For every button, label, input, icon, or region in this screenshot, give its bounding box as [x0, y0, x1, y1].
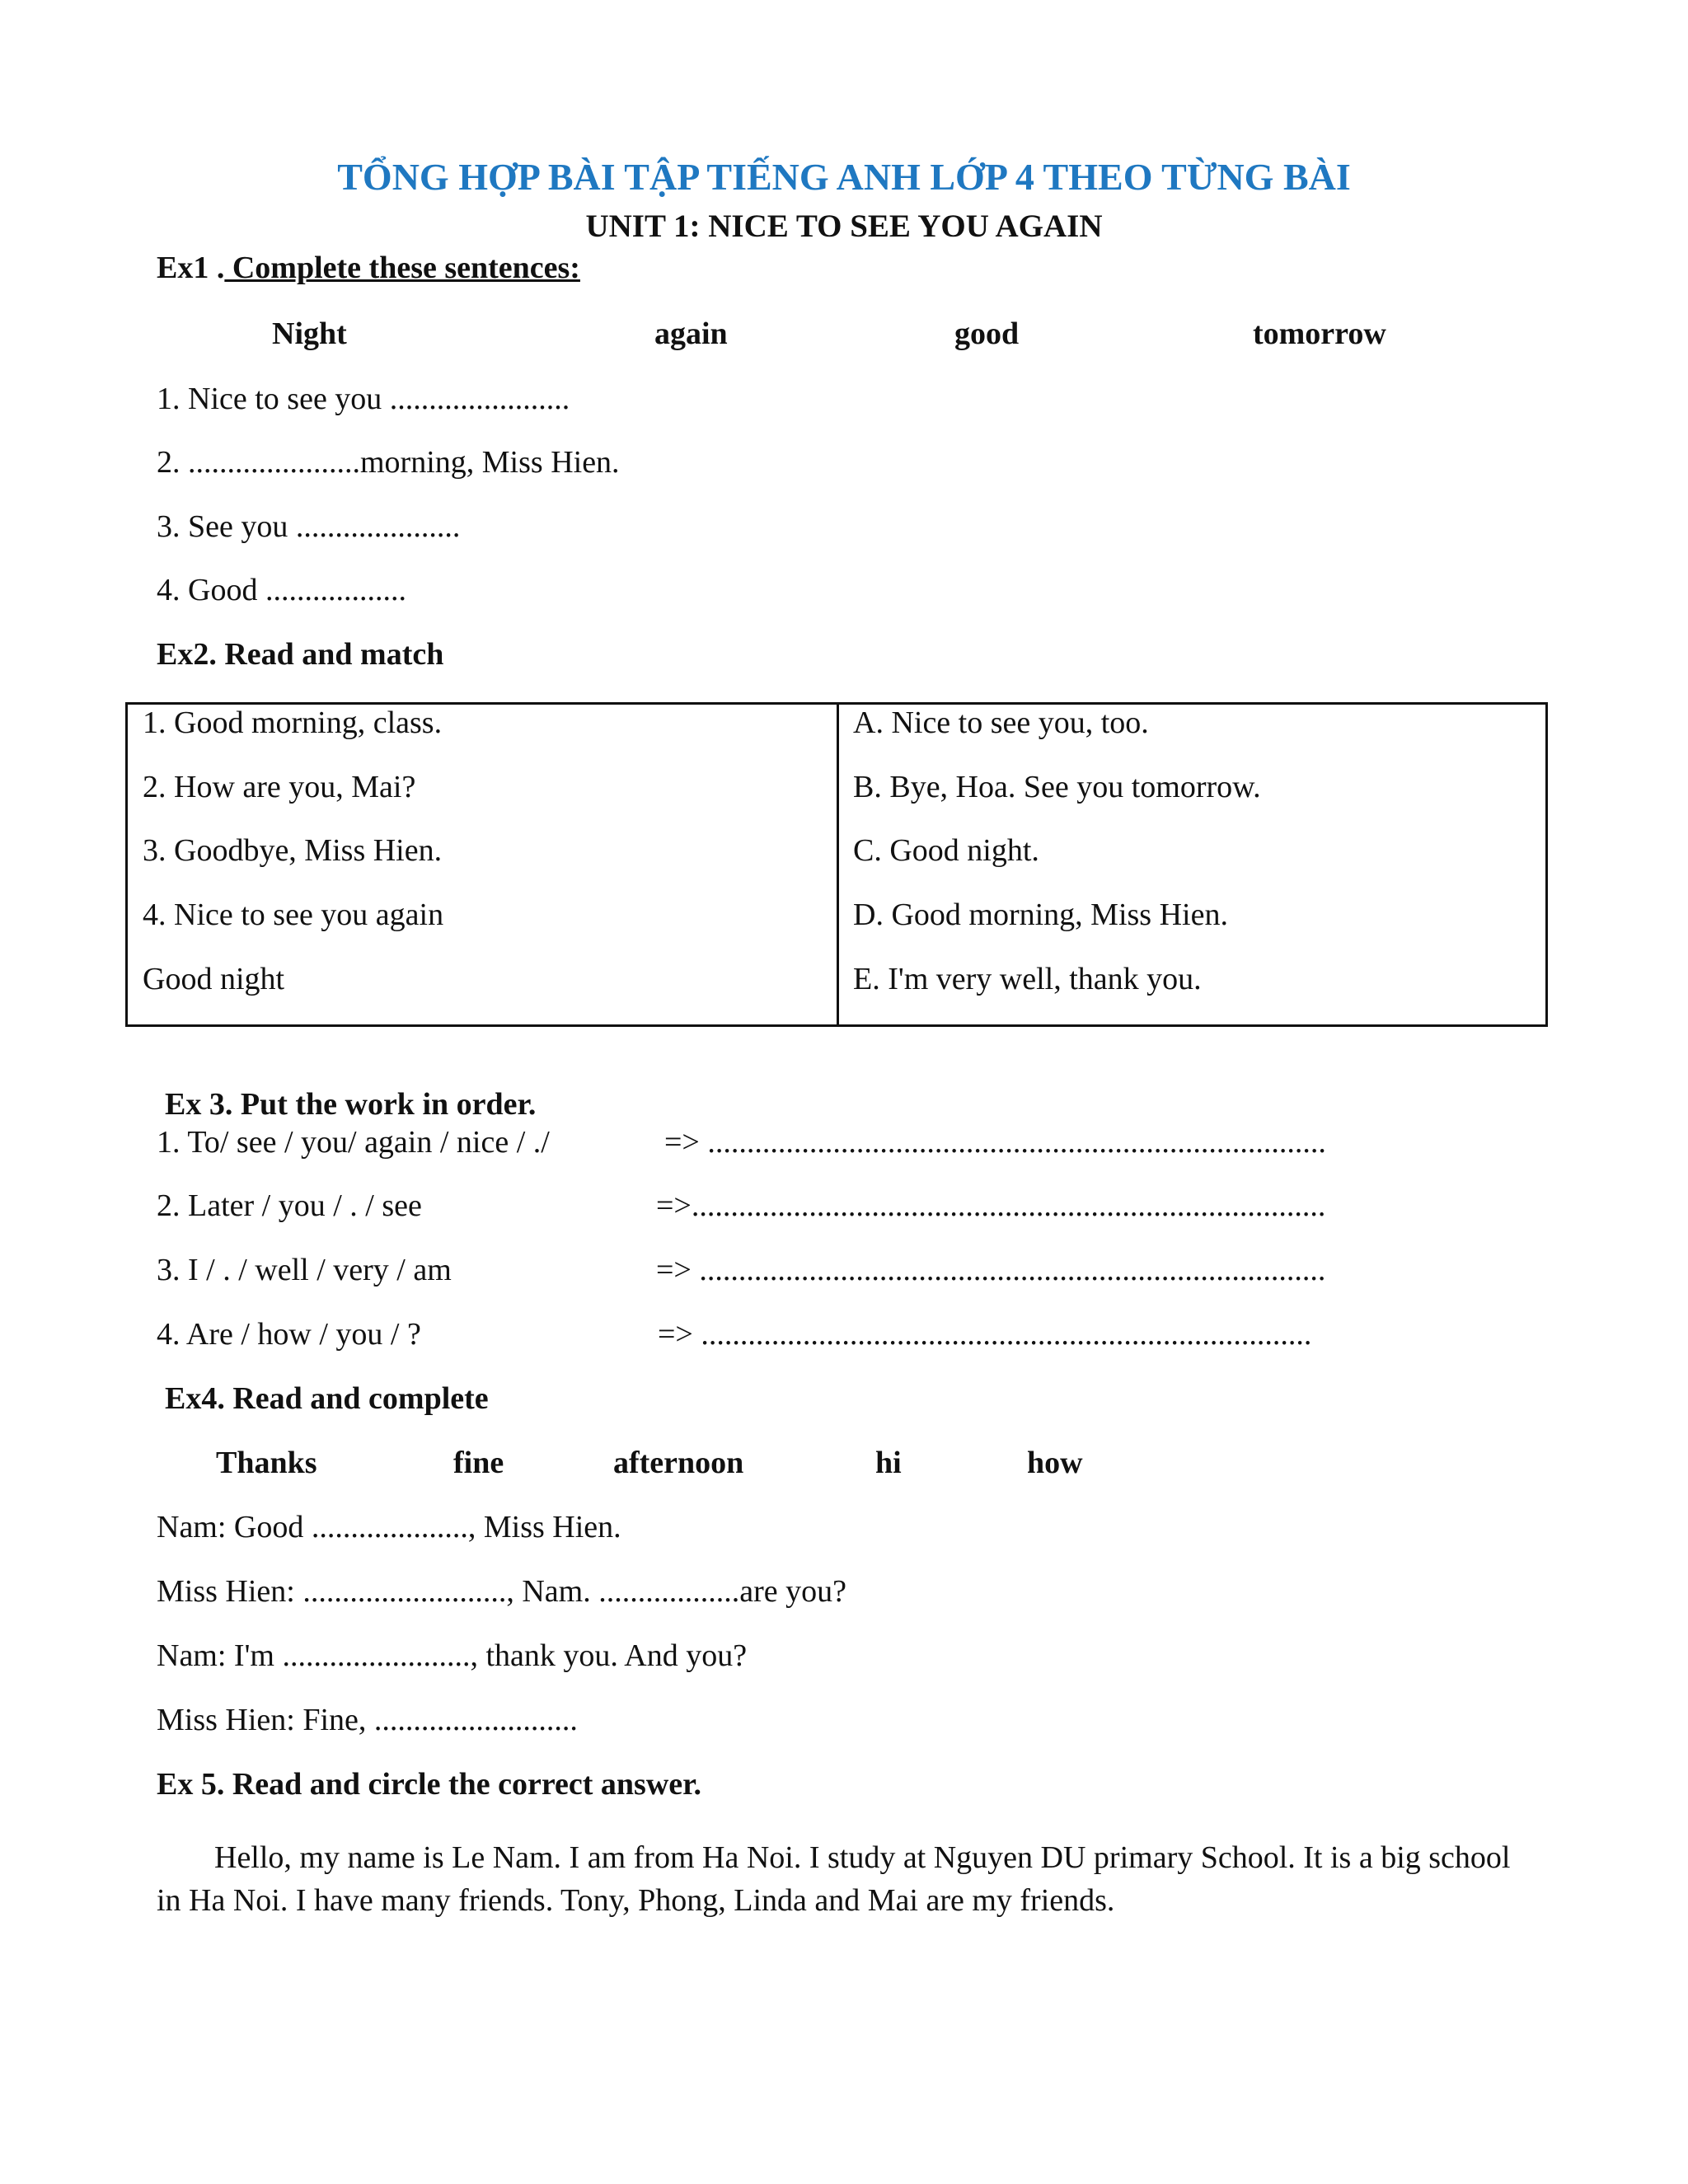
ex1-heading	[157, 250, 580, 286]
match-table	[125, 702, 1548, 1027]
match-right-a: A. Nice to see you, too.	[853, 705, 1149, 740]
ex2-heading: Ex2. Read and match	[157, 637, 444, 672]
ex3-answer-3: => ................................................................................	[656, 1253, 1326, 1287]
ex3-answer-2: =>.................................................................................	[656, 1188, 1326, 1223]
ex3-prompt-1: 1. To/ see / you/ again / nice / ./	[157, 1125, 550, 1160]
ex1-heading-text: Complete these sentences:	[224, 251, 580, 285]
match-left-4: 4. Nice to see you again	[143, 898, 444, 932]
match-right-b: B. Bye, Hoa. See you tomorrow.	[853, 770, 1261, 804]
ex3-heading: Ex 3. Put the work in order.	[165, 1087, 537, 1122]
ex4-word-3: afternoon	[613, 1446, 744, 1480]
ex3-prompt-4: 4. Are / how / you / ?	[157, 1317, 421, 1352]
ex4-line-3: Nam: I'm ........................, thank you. And you?	[157, 1638, 748, 1673]
ex4-word-4: hi	[875, 1446, 902, 1480]
ex5-reading-paragraph	[157, 1836, 1533, 1922]
ex5-heading: Ex 5. Read and circle the correct answer.	[157, 1767, 702, 1802]
ex3-prompt-3: 3. I / . / well / very / am	[157, 1253, 452, 1287]
ex1-word-3: good	[954, 316, 1020, 351]
ex1-word-1: Night	[272, 316, 347, 351]
ex1-item-2: 2. ......................morning, Miss Hien.	[157, 445, 620, 480]
match-left-5: Good night	[143, 962, 285, 996]
ex1-word-4: tomorrow	[1253, 316, 1386, 351]
ex4-word-5: how	[1027, 1446, 1083, 1480]
ex4-line-4: Miss Hien: Fine, ..........................	[157, 1703, 578, 1737]
match-left-2: 2. How are you, Mai?	[143, 770, 416, 804]
ex3-prompt-2: 2. Later / you / . / see	[157, 1188, 422, 1223]
ex4-word-1: Thanks	[216, 1446, 317, 1480]
ex4-line-1: Nam: Good ...................., Miss Hien.	[157, 1510, 621, 1544]
match-left-3: 3. Goodbye, Miss Hien.	[143, 833, 443, 868]
ex4-heading: Ex4. Read and complete	[165, 1381, 489, 1416]
ex4-word-2: fine	[453, 1446, 504, 1480]
unit-subtitle: UNIT 1: NICE TO SEE YOU AGAIN	[585, 209, 1103, 244]
ex1-item-3: 3. See you .....................	[157, 509, 461, 544]
match-right-d: D. Good morning, Miss Hien.	[853, 898, 1228, 932]
ex5-paragraph-text: Hello, my name is Le Nam. I am from Ha Noi. I study at Nguyen DU primary School. It is a big school in Ha Noi. I have many friends. Tony, Phong, Linda and Mai are my friends.	[157, 1840, 1511, 1918]
match-right-c: C. Good night.	[853, 833, 1039, 868]
ex3-answer-4: => ..............................................................................	[658, 1317, 1312, 1352]
match-right-e: E. I'm very well, thank you.	[853, 962, 1202, 996]
ex1-word-2: again	[654, 316, 728, 351]
page-title: TỔNG HỢP BÀI TẬP TIẾNG ANH LỚP 4 THEO TỪNG BÀI	[337, 156, 1351, 198]
ex1-label: Ex1 .	[157, 251, 225, 285]
ex3-answer-1: => ...............................................................................	[664, 1125, 1326, 1160]
ex1-item-4: 4. Good ..................	[157, 573, 406, 607]
ex4-line-2: Miss Hien: .........................., Nam. ..................are you?	[157, 1574, 846, 1609]
ex1-item-1: 1. Nice to see you .......................	[157, 382, 570, 416]
table-divider	[837, 705, 839, 1024]
match-left-1: 1. Good morning, class.	[143, 705, 443, 740]
